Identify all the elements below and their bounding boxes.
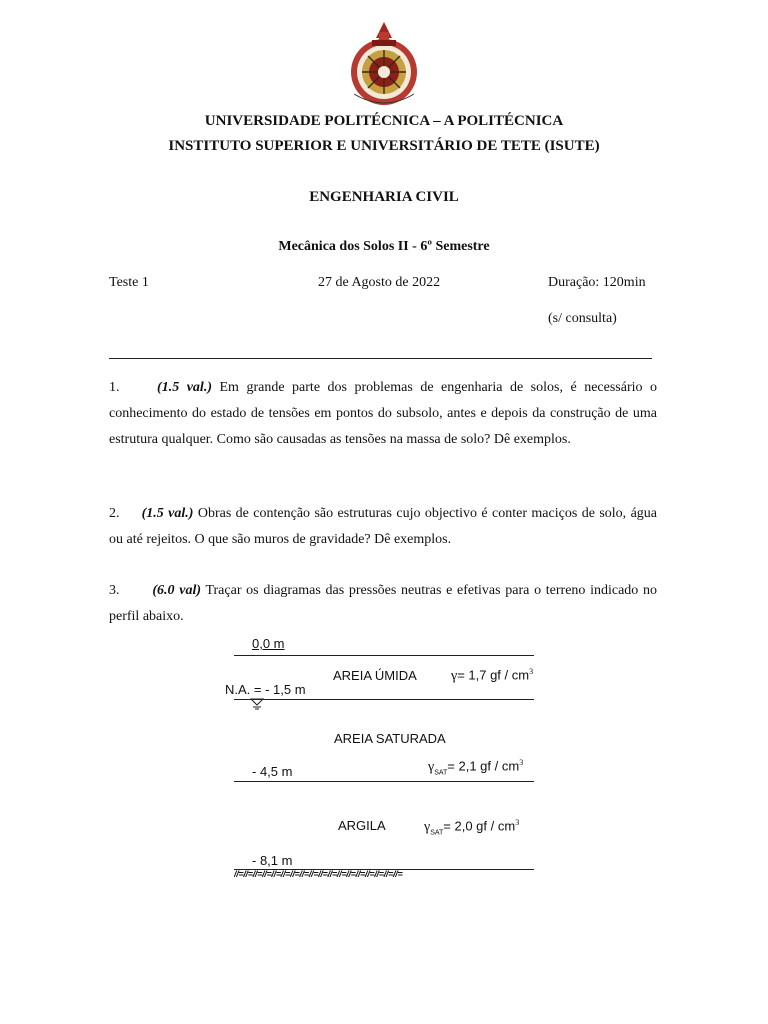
question-2 bbox=[109, 501, 657, 553]
question-1-number: 1. bbox=[109, 380, 120, 395]
layer-3-gamma-sub: SAT bbox=[430, 829, 444, 837]
water-table-label: N.A. = - 1,5 m bbox=[225, 682, 306, 697]
layer-2-gamma bbox=[428, 758, 523, 776]
question-1-text: Em grande parte dos problemas de engenharia de solos, é necessário o conhecimento do estado de tensões em pontos do subsolo, antes e depois da construção de uma estrutura qualquer. Como são causadas as tensões na massa de solo? Dê exemplos. bbox=[109, 380, 658, 447]
layer-2-boundary-line bbox=[234, 781, 534, 782]
layer-1-name: AREIA ÚMIDA bbox=[333, 668, 417, 683]
layer-2-gamma-value: = 2,1 gf / cm bbox=[447, 758, 520, 774]
level-top-label: 0,0 m bbox=[252, 636, 285, 651]
question-2-value: (1.5 val.) bbox=[141, 506, 194, 521]
university-title: UNIVERSIDADE POLITÉCNICA – A POLITÉCNICA bbox=[204, 113, 564, 129]
layer-1-exp: 3 bbox=[529, 667, 534, 676]
question-1-value: (1.5 val.) bbox=[157, 380, 212, 395]
consult-note: (s/ consulta) bbox=[548, 311, 617, 326]
university-seal-icon bbox=[338, 20, 430, 108]
water-table-icon bbox=[249, 698, 265, 710]
layer-3-gamma-value: = 2,0 gf / cm bbox=[443, 818, 516, 834]
layer-3-gamma-symbol: γ bbox=[424, 819, 431, 835]
question-2-text: Obras de contenção são estruturas cujo objectivo é conter maciços de solo, água ou até rejeitos. O que são muros de gravidade? Dê exemplos. bbox=[109, 506, 657, 547]
layer-2-exp: 3 bbox=[519, 758, 524, 767]
header-divider bbox=[109, 358, 652, 359]
layer-3-exp: 3 bbox=[515, 818, 520, 827]
question-3-text: Traçar os diagramas das pressões neutras e efetivas para o terreno indicado no perfil abaixo. bbox=[109, 583, 658, 624]
layer-2-gamma-sub: SAT bbox=[434, 769, 448, 777]
institute-title: INSTITUTO SUPERIOR E UNIVERSITÁRIO DE TETE (ISUTE) bbox=[168, 138, 600, 154]
subject-title: Mecânica dos Solos II - 6º Semestre bbox=[278, 239, 490, 254]
level-2-label: - 4,5 m bbox=[252, 764, 293, 779]
university-logo bbox=[338, 20, 430, 108]
question-2-number: 2. bbox=[109, 506, 120, 521]
question-3-value: (6.0 val) bbox=[152, 583, 201, 598]
bedrock-hatch: //=//=//=//=//=//=//=//=//=//=//=//=//=//=//=//=//=//= bbox=[234, 869, 403, 879]
question-1 bbox=[109, 375, 657, 453]
layer-1-gamma-symbol: γ bbox=[451, 668, 458, 684]
exam-duration: Duração: 120min bbox=[548, 275, 646, 290]
question-3 bbox=[109, 578, 657, 630]
ground-surface-line bbox=[234, 655, 534, 656]
exam-date: 27 de Agosto de 2022 bbox=[318, 275, 441, 290]
layer-1-gamma bbox=[451, 667, 533, 685]
course-title: ENGENHARIA CIVIL bbox=[309, 189, 459, 205]
layer-2-gamma-symbol: γ bbox=[428, 759, 435, 775]
layer-3-gamma bbox=[424, 818, 519, 836]
question-3-number: 3. bbox=[109, 583, 120, 598]
level-3-label: - 8,1 m bbox=[252, 853, 293, 868]
layer-2-name: AREIA SATURADA bbox=[334, 731, 446, 746]
test-label: Teste 1 bbox=[109, 275, 149, 290]
layer-1-gamma-value: = 1,7 gf / cm bbox=[457, 667, 530, 683]
layer-3-name: ARGILA bbox=[338, 818, 386, 833]
water-table-line bbox=[234, 699, 534, 700]
